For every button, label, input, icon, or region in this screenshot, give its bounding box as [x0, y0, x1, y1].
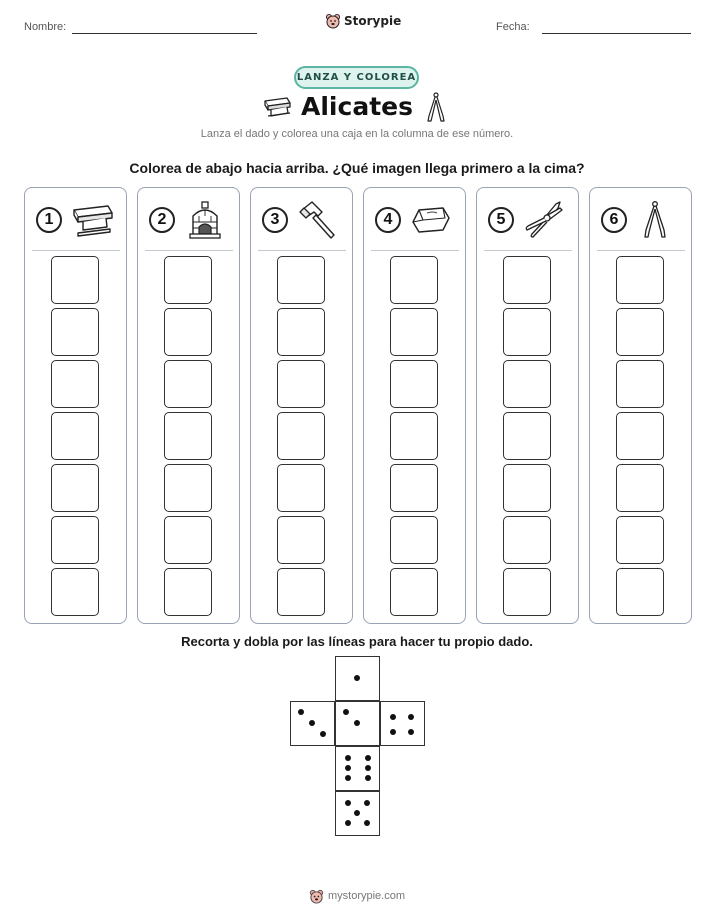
column-number: 3 — [262, 207, 288, 233]
pliers-icon — [522, 200, 566, 240]
column-number: 2 — [149, 207, 175, 233]
die-pip — [364, 800, 370, 806]
column-divider — [32, 250, 120, 251]
color-box[interactable] — [616, 256, 664, 304]
die-pip — [345, 775, 351, 781]
die-pip — [364, 820, 370, 826]
color-box[interactable] — [164, 568, 212, 616]
die-face-4 — [380, 701, 425, 746]
footer-url[interactable]: mystorypie.com — [327, 890, 406, 902]
color-box[interactable] — [616, 360, 664, 408]
color-box[interactable] — [616, 516, 664, 564]
brand-logo — [325, 13, 401, 29]
die-pip — [390, 729, 396, 735]
color-box[interactable] — [616, 568, 664, 616]
color-box[interactable] — [390, 516, 438, 564]
die-pip — [408, 729, 414, 735]
color-box[interactable] — [51, 308, 99, 356]
color-box[interactable] — [164, 308, 212, 356]
bear-mascot-icon — [325, 13, 341, 29]
color-box[interactable] — [164, 516, 212, 564]
color-box[interactable] — [51, 464, 99, 512]
instruction: Colorea de abajo hacia arriba. ¿Qué imagen llega primero a la cima? — [129, 160, 585, 176]
color-box[interactable] — [503, 412, 551, 460]
color-box[interactable] — [277, 464, 325, 512]
page-footer — [0, 886, 714, 906]
column-header — [251, 188, 352, 250]
column-header — [138, 188, 239, 250]
color-box[interactable] — [277, 360, 325, 408]
die-pip — [298, 709, 304, 715]
column-4 — [363, 187, 466, 624]
column-number: 5 — [488, 207, 514, 233]
color-box[interactable] — [390, 412, 438, 460]
subtitle: Lanza el dado y colorea una caja en la columna de ese número. — [200, 128, 514, 140]
color-box[interactable] — [51, 360, 99, 408]
column-header — [590, 188, 691, 250]
color-box[interactable] — [616, 412, 664, 460]
column-divider — [597, 250, 685, 251]
die-pip — [343, 709, 349, 715]
color-box[interactable] — [51, 412, 99, 460]
color-box[interactable] — [616, 308, 664, 356]
die-pip — [354, 720, 360, 726]
color-box[interactable] — [390, 360, 438, 408]
column-header — [25, 188, 126, 250]
column-number: 6 — [601, 207, 627, 233]
column-divider — [145, 250, 233, 251]
color-box[interactable] — [277, 308, 325, 356]
activity-badge: LANZA Y COLOREA — [294, 66, 419, 89]
die-pip — [408, 714, 414, 720]
name-line — [72, 33, 257, 34]
color-box[interactable] — [503, 516, 551, 564]
color-box[interactable] — [51, 256, 99, 304]
color-box[interactable] — [277, 516, 325, 564]
column-2 — [137, 187, 240, 624]
die-face-2 — [335, 701, 380, 746]
column-1 — [24, 187, 127, 624]
column-divider — [484, 250, 572, 251]
die-face-3 — [290, 701, 335, 746]
color-box[interactable] — [164, 360, 212, 408]
die-pip — [345, 765, 351, 771]
column-number: 4 — [375, 207, 401, 233]
column-number: 1 — [36, 207, 62, 233]
metal-ingot-icon — [409, 200, 453, 240]
column-5 — [476, 187, 579, 624]
column-divider — [371, 250, 459, 251]
column-divider — [258, 250, 346, 251]
die-face-6 — [335, 746, 380, 791]
page-title: Alicates — [301, 92, 413, 121]
color-box[interactable] — [277, 568, 325, 616]
color-box[interactable] — [164, 412, 212, 460]
column-header — [477, 188, 578, 250]
die-pip — [365, 765, 371, 771]
die-pip — [309, 720, 315, 726]
die-pip — [345, 755, 351, 761]
title-row — [0, 92, 714, 126]
date-label: Fecha: — [496, 21, 530, 33]
die-pip — [365, 775, 371, 781]
column-3 — [250, 187, 353, 624]
color-box[interactable] — [390, 464, 438, 512]
color-box[interactable] — [390, 256, 438, 304]
die-pip — [345, 800, 351, 806]
race-columns — [24, 187, 690, 624]
color-box[interactable] — [503, 464, 551, 512]
die-pip — [345, 820, 351, 826]
color-box[interactable] — [51, 568, 99, 616]
color-box[interactable] — [51, 516, 99, 564]
die-pip — [365, 755, 371, 761]
page-header — [0, 0, 714, 50]
color-box[interactable] — [164, 256, 212, 304]
forge-furnace-icon — [183, 200, 227, 240]
cut-instruction: Recorta y dobla por las líneas para hacer tu propio dado. — [181, 634, 533, 649]
die-face-1 — [335, 656, 380, 701]
anvil-icon — [70, 200, 114, 240]
tongs-icon — [635, 200, 679, 240]
column-6 — [589, 187, 692, 624]
color-box[interactable] — [616, 464, 664, 512]
date-line — [542, 33, 691, 34]
color-box[interactable] — [164, 464, 212, 512]
brand-name: Storypie — [344, 14, 402, 28]
color-box[interactable] — [503, 256, 551, 304]
die-pip — [354, 675, 360, 681]
color-box[interactable] — [277, 412, 325, 460]
die-pip — [320, 731, 326, 737]
die-pip — [390, 714, 396, 720]
tongs-icon — [426, 92, 446, 124]
die-pip — [354, 810, 360, 816]
color-box[interactable] — [277, 256, 325, 304]
hammer-icon — [296, 200, 340, 240]
die-net — [290, 656, 425, 836]
bear-mascot-icon — [309, 889, 324, 904]
color-box[interactable] — [503, 568, 551, 616]
color-box[interactable] — [503, 360, 551, 408]
die-face-5 — [335, 791, 380, 836]
color-box[interactable] — [503, 308, 551, 356]
color-box[interactable] — [390, 308, 438, 356]
color-box[interactable] — [390, 568, 438, 616]
name-label: Nombre: — [24, 21, 67, 33]
column-header — [364, 188, 465, 250]
